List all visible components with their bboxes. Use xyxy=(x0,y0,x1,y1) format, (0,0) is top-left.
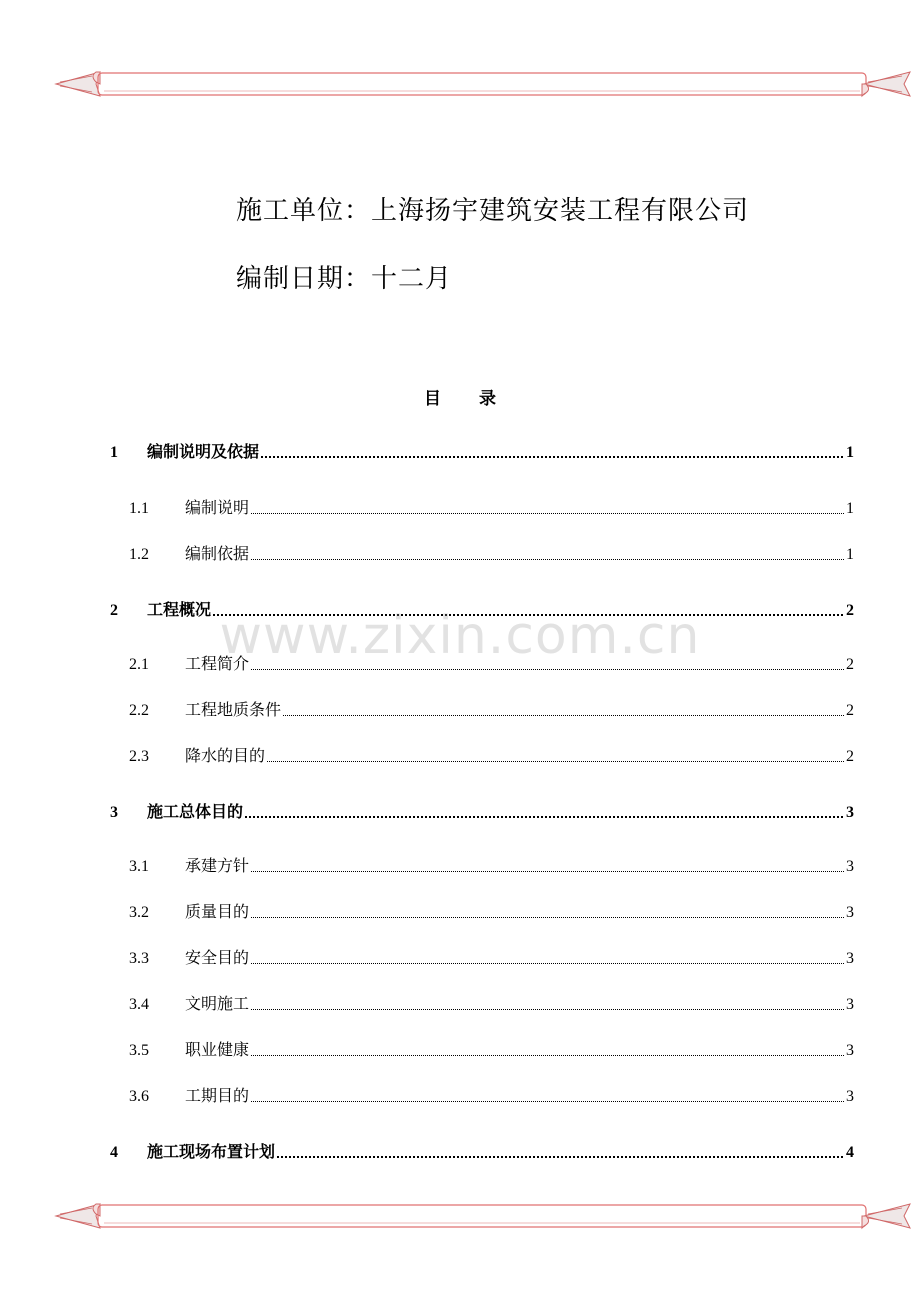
toc-entry-number: 3.4 xyxy=(129,996,149,1013)
toc-entry-number: 1.2 xyxy=(129,546,149,563)
company-name: 上海扬宇建筑安装工程有限公司 xyxy=(371,196,750,226)
toc-entry-page: 2 xyxy=(846,748,854,765)
toc-entry[interactable] xyxy=(0,494,920,518)
toc-entry-page: 1 xyxy=(846,444,854,461)
toc-entry[interactable] xyxy=(0,1082,920,1106)
toc-dot-leader xyxy=(190,917,850,918)
toc-dot-leader xyxy=(190,1101,850,1102)
bottom-scroll-banner xyxy=(0,1196,920,1236)
top-scroll-banner xyxy=(0,64,920,104)
toc-entry-title: 文明施工 xyxy=(185,991,251,1014)
company-line xyxy=(236,190,749,227)
toc-entry-page: 3 xyxy=(846,1088,854,1105)
toc-entry-page: 3 xyxy=(846,804,854,821)
toc-dot-leader xyxy=(190,963,850,964)
date-label: 编制日期： xyxy=(236,264,372,294)
toc-entry-number: 4 xyxy=(110,1144,118,1161)
toc-dot-leader xyxy=(190,761,850,762)
toc-entry[interactable] xyxy=(0,990,920,1014)
toc-dot-leader xyxy=(150,816,850,818)
toc-entry-title: 工程概况 xyxy=(147,597,213,620)
toc-entry[interactable] xyxy=(0,898,920,922)
toc-dot-leader xyxy=(190,559,850,560)
toc-entry-page: 2 xyxy=(846,702,854,719)
toc-dot-leader xyxy=(190,1009,850,1010)
toc-entry-number: 3.5 xyxy=(129,1042,149,1059)
toc-dot-leader xyxy=(190,1055,850,1056)
toc-entry-title: 工期目的 xyxy=(185,1083,251,1106)
toc-entry-title: 施工现场布置计划 xyxy=(147,1139,277,1162)
toc-entry-page: 3 xyxy=(846,858,854,875)
toc-entry[interactable] xyxy=(0,596,920,620)
toc-entry[interactable] xyxy=(0,438,920,462)
toc-entry-page: 2 xyxy=(846,602,854,619)
left-ribbon-icon xyxy=(56,72,100,96)
company-label: 施工单位： xyxy=(236,196,372,226)
toc-entry-page: 3 xyxy=(846,950,854,967)
toc-entry-number: 2.1 xyxy=(129,656,149,673)
toc-entry-number: 3.1 xyxy=(129,858,149,875)
date-line xyxy=(236,258,452,295)
toc-entry-number: 3.2 xyxy=(129,904,149,921)
toc-entry-title: 施工总体目的 xyxy=(147,799,245,822)
toc-entry-title: 承建方针 xyxy=(185,853,251,876)
toc-entry[interactable] xyxy=(0,540,920,564)
toc-entry-page: 4 xyxy=(846,1144,854,1161)
toc-entry-number: 3 xyxy=(110,804,118,821)
toc-entry-page: 3 xyxy=(846,1042,854,1059)
toc-entry-title: 职业健康 xyxy=(185,1037,251,1060)
toc-entry-title: 降水的目的 xyxy=(185,743,267,766)
date-value: 十二月 xyxy=(371,264,453,294)
toc-entry[interactable] xyxy=(0,798,920,822)
toc-entry[interactable] xyxy=(0,650,920,674)
toc-entry[interactable] xyxy=(0,944,920,968)
toc-entry[interactable] xyxy=(0,742,920,766)
watermark: www.zixin.com.cn xyxy=(219,606,701,666)
toc-entry-page: 3 xyxy=(846,904,854,921)
toc-entry-number: 2.3 xyxy=(129,748,149,765)
toc-entry-number: 2 xyxy=(110,602,118,619)
toc-entry-title: 工程简介 xyxy=(185,651,251,674)
toc-entry-number: 2.2 xyxy=(129,702,149,719)
toc-entry[interactable] xyxy=(0,696,920,720)
right-ribbon-icon xyxy=(862,72,910,96)
toc-entry[interactable] xyxy=(0,1036,920,1060)
toc-entry-number: 1.1 xyxy=(129,500,149,517)
toc-entry-page: 1 xyxy=(846,546,854,563)
toc-entry-page: 2 xyxy=(846,656,854,673)
toc-dot-leader xyxy=(190,715,850,716)
toc-dot-leader xyxy=(190,669,850,670)
toc-entry-page: 3 xyxy=(846,996,854,1013)
toc-dot-leader xyxy=(150,614,850,616)
toc-entry-title: 编制说明及依据 xyxy=(147,439,261,462)
toc-entry[interactable] xyxy=(0,1138,920,1162)
toc-entry-page: 1 xyxy=(846,500,854,517)
toc-dot-leader xyxy=(190,513,850,514)
toc-entry-title: 安全目的 xyxy=(185,945,251,968)
toc-title: 目录 xyxy=(424,389,534,409)
toc-entry[interactable] xyxy=(0,852,920,876)
toc-entry-title: 编制依据 xyxy=(185,541,251,564)
toc-entry-title: 工程地质条件 xyxy=(185,697,283,720)
toc-entry-title: 质量目的 xyxy=(185,899,251,922)
right-ribbon-icon xyxy=(862,1204,910,1228)
toc-entry-number: 3.3 xyxy=(129,950,149,967)
left-ribbon-icon xyxy=(56,1204,100,1228)
toc-entry-number: 1 xyxy=(110,444,118,461)
toc-entry-title: 编制说明 xyxy=(185,495,251,518)
toc-dot-leader xyxy=(190,871,850,872)
toc-entry-number: 3.6 xyxy=(129,1088,149,1105)
